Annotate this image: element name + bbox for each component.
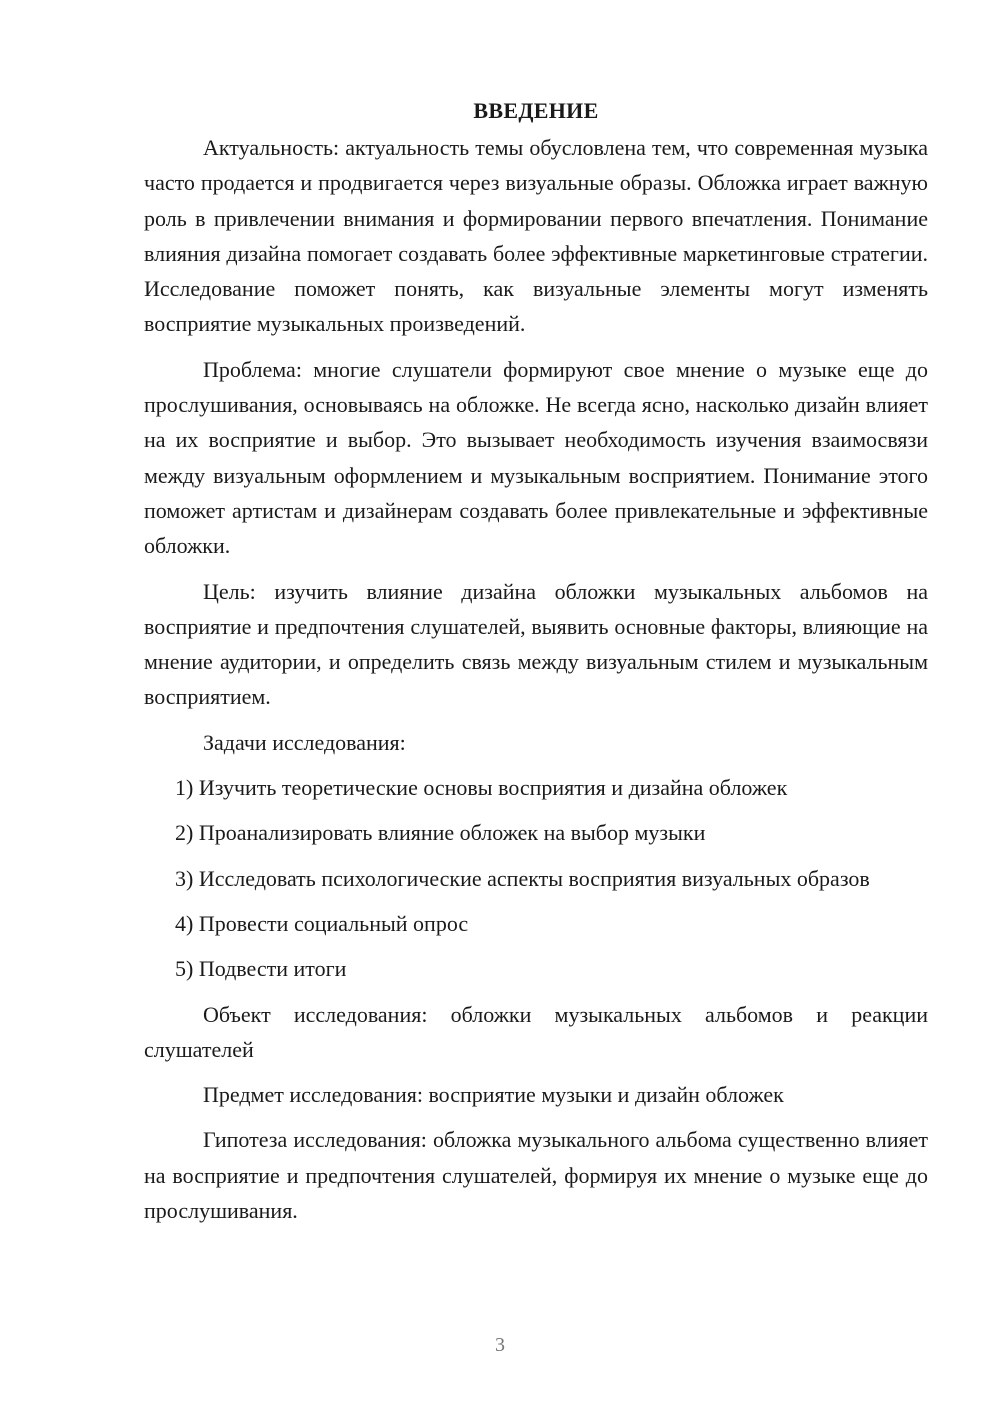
paragraph-goal: Цель: изучить влияние дизайна обложки музыкальных альбомов на восприятие и предпочтения слушателей, выявить основные факторы, влияющие на мнение аудитории, и определить связь между визуальным стилем и музыкальным восприятием.	[144, 578, 928, 710]
paragraph-subject: Предмет исследования: восприятие музыки и дизайн обложек	[203, 1082, 784, 1108]
task-item-3: 3) Исследовать психологические аспекты восприятия визуальных образов	[175, 865, 870, 891]
page-number: 3	[495, 1334, 505, 1356]
task-item-5: 5) Подвести итоги	[175, 956, 347, 982]
task-item-4: 4) Провести социальный опрос	[175, 910, 469, 936]
paragraph-object: Объект исследования: обложки музыкальных альбомов и реакции слушателей	[144, 1001, 928, 1062]
page-title: ВВЕДЕНИЕ	[473, 98, 599, 123]
paragraph-hypothesis: Гипотеза исследования: обложка музыкального альбома существенно влияет на восприятие и предпочтения слушателей, формируя их мнение о музыке еще до прослушивания.	[144, 1127, 928, 1224]
paragraph-problem: Проблема: многие слушатели формируют свое мнение о музыке еще до прослушивания, основываясь на обложке. Не всегда ясно, насколько дизайн влияет на их восприятие и выбор. Это вызывает необходимость изучения взаимосвязи между визуальным оформлением и музыкальным восприятием. Понимание этого поможет артистам и дизайнерам создавать более привлекательные и эффективные обложки.	[144, 356, 928, 559]
task-item-1: 1) Изучить теоретические основы восприятия и дизайна обложек	[175, 775, 788, 801]
task-item-2: 2) Проанализировать влияние обложек на выбор музыки	[175, 820, 706, 846]
document-page	[144, 96, 928, 1238]
paragraph-relevance: Актуальность: актуальность темы обусловлена тем, что современная музыка часто продается и продвигается через визуальные образы. Обложка играет важную роль в привлечении внимания и формировании первого впечатления. Понимание влияния дизайна помогает создавать более эффективные маркетинговые стратегии. Исследование поможет понять, как визуальные элементы могут изменять восприятие музыкальных произведений.	[144, 135, 928, 337]
tasks-heading: Задачи исследования:	[203, 729, 406, 755]
